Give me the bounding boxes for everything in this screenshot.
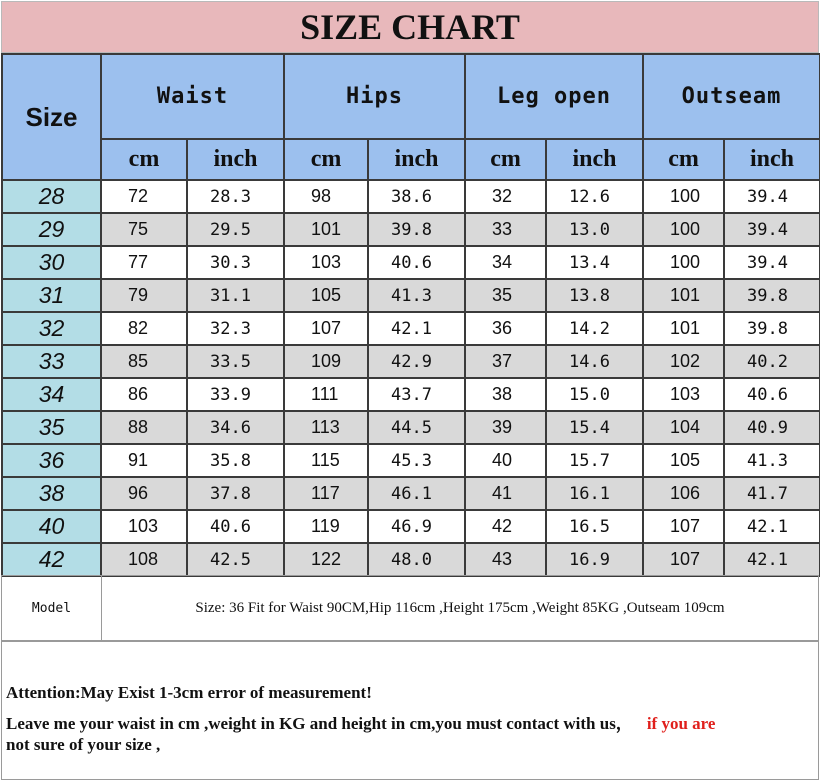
table-row: [2, 246, 820, 279]
leg-inch-cell: 15.0: [546, 378, 643, 411]
waist-inch-cell: 29.5: [187, 213, 284, 246]
hips-inch-cell: 45.3: [368, 444, 465, 477]
size-cell: 38: [2, 477, 101, 510]
leg-inch-cell: 16.9: [546, 543, 643, 576]
hips-inch-cell: 38.6: [368, 180, 465, 213]
waist-inch-cell: 31.1: [187, 279, 284, 312]
hips-inch-cell: 42.9: [368, 345, 465, 378]
waist-inch-cell: 33.9: [187, 378, 284, 411]
leg-inch-cell: 13.8: [546, 279, 643, 312]
contact-note-text: Leave me your waist in cm ,weight in KG and height in cm,you must contact with us，: [6, 714, 633, 733]
hips-inch-cell: 48.0: [368, 543, 465, 576]
hips-header: Hips: [284, 54, 465, 139]
model-description: Size: 36 Fit for Waist 90CM,Hip 116cm ,Height 175cm ,Weight 85KG ,Outseam 109cm: [195, 599, 725, 616]
contact-note: [6, 709, 715, 734]
waist-cm-cell: 108: [101, 543, 187, 576]
outseam-cm-cell: 101: [643, 312, 724, 345]
leg-cm-header: cm: [465, 139, 546, 180]
waist-cm-cell: 96: [101, 477, 187, 510]
hips-inch-cell: 46.9: [368, 510, 465, 543]
leg-cm-cell: 35: [465, 279, 546, 312]
waist-cm-cell: 82: [101, 312, 187, 345]
outseam-inch-header: inch: [724, 139, 820, 180]
hips-cm-cell: 119: [284, 510, 368, 543]
size-cell: 33: [2, 345, 101, 378]
unit-header-row: [2, 139, 820, 180]
hips-inch-cell: 44.5: [368, 411, 465, 444]
leg-cm-cell: 38: [465, 378, 546, 411]
leg-inch-cell: 16.1: [546, 477, 643, 510]
table-row: [2, 312, 820, 345]
outseam-cm-cell: 100: [643, 180, 724, 213]
hips-cm-cell: 105: [284, 279, 368, 312]
table-row: [2, 477, 820, 510]
leg-cm-cell: 40: [465, 444, 546, 477]
waist-cm-cell: 86: [101, 378, 187, 411]
size-cell: 35: [2, 411, 101, 444]
hips-inch-cell: 46.1: [368, 477, 465, 510]
table-row: [2, 444, 820, 477]
outseam-cm-cell: 105: [643, 444, 724, 477]
hips-cm-cell: 98: [284, 180, 368, 213]
attention-note: Attention:May Exist 1-3cm error of measurement!: [6, 683, 372, 702]
table-row: [2, 213, 820, 246]
waist-cm-cell: 75: [101, 213, 187, 246]
outseam-inch-cell: 40.2: [724, 345, 820, 378]
outseam-inch-cell: 39.8: [724, 312, 820, 345]
leg-cm-cell: 41: [465, 477, 546, 510]
leg-cm-cell: 33: [465, 213, 546, 246]
hips-cm-cell: 117: [284, 477, 368, 510]
hips-inch-cell: 42.1: [368, 312, 465, 345]
hips-inch-cell: 40.6: [368, 246, 465, 279]
leg-inch-cell: 16.5: [546, 510, 643, 543]
outseam-inch-cell: 40.6: [724, 378, 820, 411]
waist-cm-cell: 88: [101, 411, 187, 444]
table-row: [2, 378, 820, 411]
outseam-header: Outseam: [643, 54, 820, 139]
waist-cm-header: cm: [101, 139, 187, 180]
size-cell: 31: [2, 279, 101, 312]
leg-inch-cell: 13.4: [546, 246, 643, 279]
table-row: [2, 510, 820, 543]
leg-cm-cell: 43: [465, 543, 546, 576]
outseam-cm-cell: 104: [643, 411, 724, 444]
leg-inch-cell: 14.6: [546, 345, 643, 378]
hips-cm-cell: 101: [284, 213, 368, 246]
outseam-cm-cell: 103: [643, 378, 724, 411]
outseam-cm-cell: 107: [643, 510, 724, 543]
outseam-inch-cell: 40.9: [724, 411, 820, 444]
outseam-cm-cell: 102: [643, 345, 724, 378]
waist-header: Waist: [101, 54, 284, 139]
hips-inch-cell: 39.8: [368, 213, 465, 246]
size-cell: 29: [2, 213, 101, 246]
outseam-inch-cell: 42.1: [724, 543, 820, 576]
hips-cm-cell: 109: [284, 345, 368, 378]
leg-cm-cell: 42: [465, 510, 546, 543]
table-row: [2, 411, 820, 444]
waist-cm-cell: 103: [101, 510, 187, 543]
leg-open-header: Leg open: [465, 54, 643, 139]
leg-inch-cell: 14.2: [546, 312, 643, 345]
outseam-inch-cell: 39.4: [724, 180, 820, 213]
leg-inch-cell: 12.6: [546, 180, 643, 213]
waist-inch-cell: 34.6: [187, 411, 284, 444]
waist-cm-cell: 77: [101, 246, 187, 279]
waist-cm-cell: 79: [101, 279, 187, 312]
waist-inch-cell: 42.5: [187, 543, 284, 576]
size-cell: 30: [2, 246, 101, 279]
leg-inch-header: inch: [546, 139, 643, 180]
waist-inch-cell: 40.6: [187, 510, 284, 543]
model-label: Model: [2, 576, 102, 640]
hips-cm-cell: 111: [284, 378, 368, 411]
leg-inch-cell: 13.0: [546, 213, 643, 246]
outseam-inch-cell: 39.8: [724, 279, 820, 312]
waist-cm-cell: 91: [101, 444, 187, 477]
waist-inch-header: inch: [187, 139, 284, 180]
notes-section: [1, 641, 819, 780]
outseam-cm-cell: 107: [643, 543, 724, 576]
table-row: [2, 345, 820, 378]
leg-cm-cell: 36: [465, 312, 546, 345]
model-info-row: [1, 575, 819, 641]
waist-inch-cell: 35.8: [187, 444, 284, 477]
waist-inch-cell: 32.3: [187, 312, 284, 345]
outseam-cm-header: cm: [643, 139, 724, 180]
outseam-cm-cell: 106: [643, 477, 724, 510]
leg-inch-cell: 15.7: [546, 444, 643, 477]
size-column-header: Size: [2, 54, 101, 180]
hips-cm-cell: 107: [284, 312, 368, 345]
size-cell: 34: [2, 378, 101, 411]
outseam-inch-cell: 39.4: [724, 246, 820, 279]
outseam-cm-cell: 101: [643, 279, 724, 312]
hips-cm-cell: 103: [284, 246, 368, 279]
table-row: [2, 279, 820, 312]
waist-inch-cell: 30.3: [187, 246, 284, 279]
table-row: [2, 180, 820, 213]
hips-inch-cell: 43.7: [368, 378, 465, 411]
waist-cm-cell: 85: [101, 345, 187, 378]
size-cell: 28: [2, 180, 101, 213]
contact-note-warning: if you are: [646, 714, 716, 733]
size-warning-note: not sure of your size ,: [6, 735, 161, 754]
waist-cm-cell: 72: [101, 180, 187, 213]
table-row: [2, 543, 820, 576]
hips-cm-cell: 122: [284, 543, 368, 576]
leg-cm-cell: 37: [465, 345, 546, 378]
waist-inch-cell: 28.3: [187, 180, 284, 213]
leg-cm-cell: 39: [465, 411, 546, 444]
size-cell: 42: [2, 543, 101, 576]
group-header-row: [2, 54, 820, 139]
outseam-inch-cell: 39.4: [724, 213, 820, 246]
outseam-inch-cell: 41.7: [724, 477, 820, 510]
outseam-inch-cell: 41.3: [724, 444, 820, 477]
size-cell: 36: [2, 444, 101, 477]
leg-inch-cell: 15.4: [546, 411, 643, 444]
size-cell: 40: [2, 510, 101, 543]
page-title: SIZE CHART: [1, 1, 819, 53]
hips-inch-header: inch: [368, 139, 465, 180]
waist-inch-cell: 33.5: [187, 345, 284, 378]
outseam-cm-cell: 100: [643, 213, 724, 246]
size-cell: 32: [2, 312, 101, 345]
waist-inch-cell: 37.8: [187, 477, 284, 510]
hips-cm-header: cm: [284, 139, 368, 180]
outseam-cm-cell: 100: [643, 246, 724, 279]
leg-cm-cell: 32: [465, 180, 546, 213]
size-chart-table: [1, 53, 820, 577]
hips-cm-cell: 115: [284, 444, 368, 477]
hips-cm-cell: 113: [284, 411, 368, 444]
leg-cm-cell: 34: [465, 246, 546, 279]
hips-inch-cell: 41.3: [368, 279, 465, 312]
outseam-inch-cell: 42.1: [724, 510, 820, 543]
